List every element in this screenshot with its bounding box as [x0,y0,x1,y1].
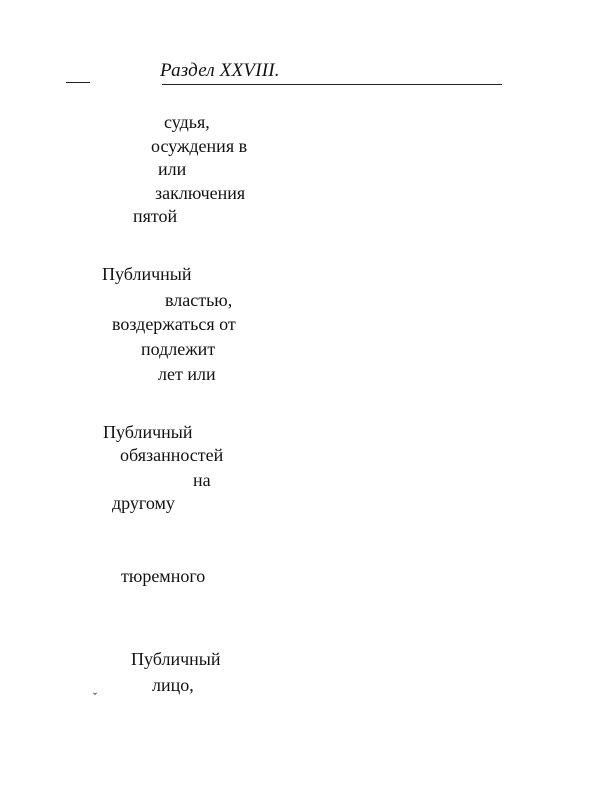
text-line: пятой [133,206,178,226]
text-line: лет или [158,364,216,384]
text-line: обязанностей [120,445,224,465]
text-line: осуждения в [151,136,248,156]
section-title: Раздел XXVIII. [160,60,280,81]
text-line: Публичный [131,649,221,669]
text-line: Публичный [103,422,193,442]
text-line: судья, [164,112,210,132]
text-line: на [193,470,211,490]
text-line: подлежит [141,339,216,359]
header-dash [66,82,90,83]
text-line: тюремного [121,566,206,586]
text-line: другому [112,493,175,513]
text-line: воздержаться от [112,314,236,334]
text-line: лицо, [152,675,194,695]
text-line: или [158,159,187,179]
stray-mark: ˇ [93,690,97,704]
header-rule [162,84,502,85]
text-line: властью, [165,290,233,310]
text-line: заключения [155,183,246,203]
text-line: Публичный [102,264,192,284]
